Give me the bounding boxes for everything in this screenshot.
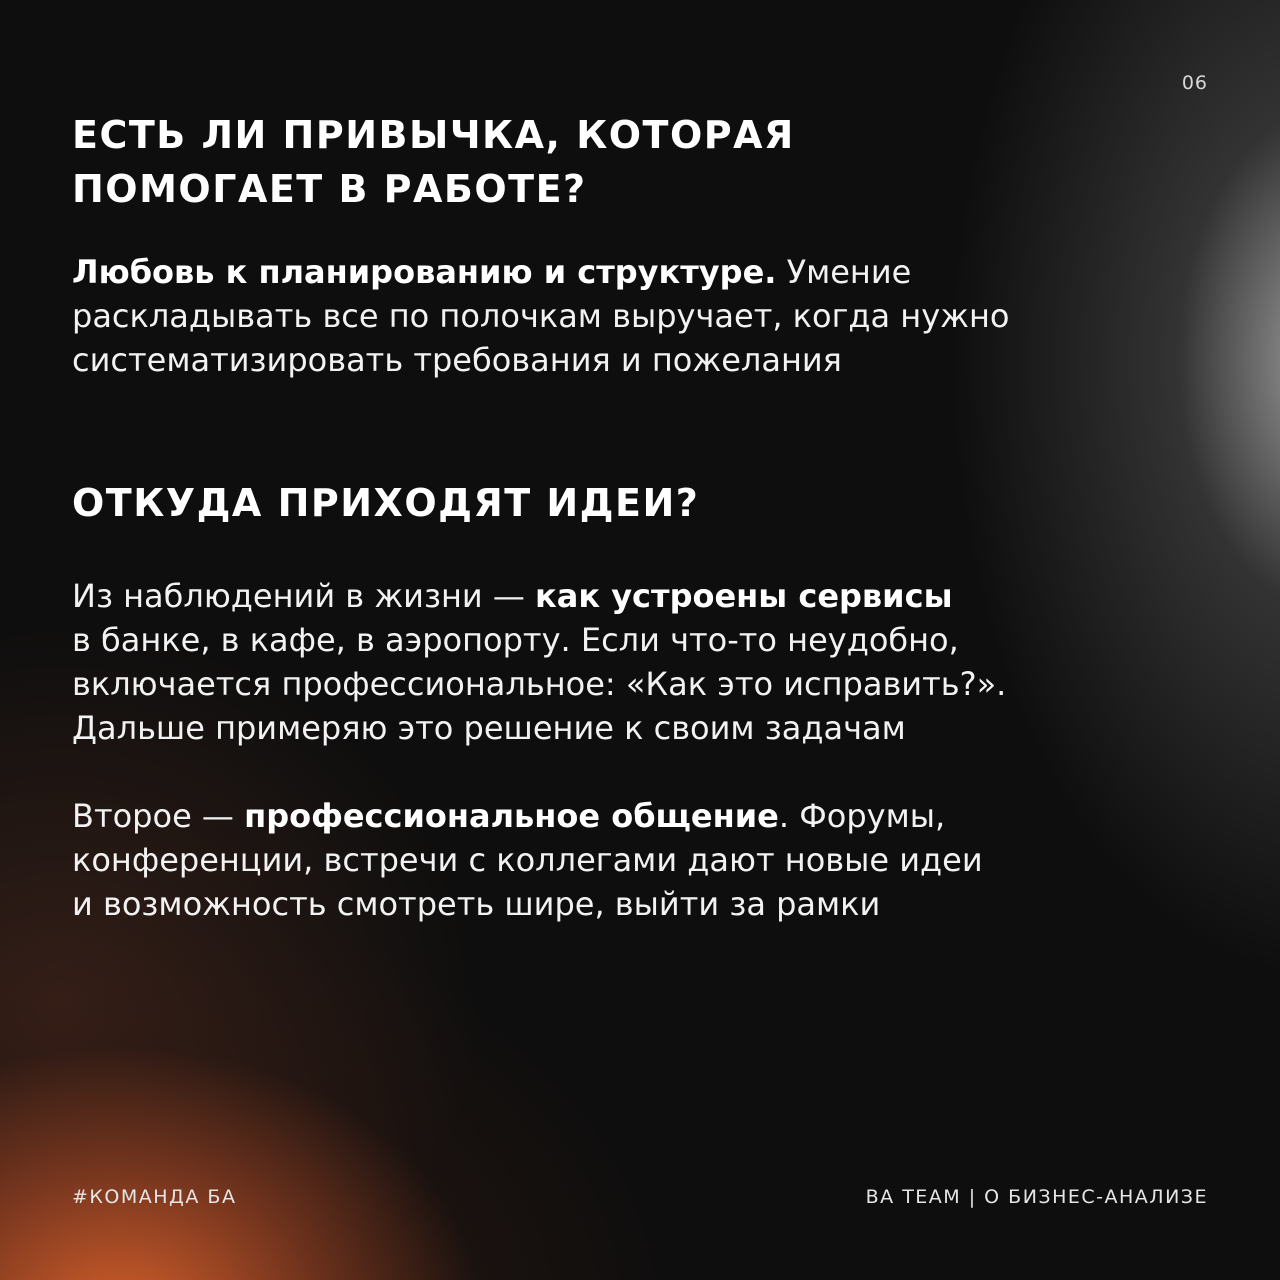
text-run: Дальше примеряю это решение к своим задачам (72, 709, 906, 747)
text-run: конференции, встречи с коллегами дают новые идеи (72, 841, 983, 879)
habit-paragraph (72, 250, 1212, 382)
footer-brand: BA TEAM | О БИЗНЕС-АНАЛИЗЕ (865, 1186, 1208, 1208)
text-run: . Форумы, (778, 797, 946, 835)
text-run: систематизировать требования и пожелания (72, 341, 842, 379)
text-run: включается профессиональное: «Как это исправить?». (72, 665, 1007, 703)
text-run: Из наблюдений в жизни — (72, 577, 536, 615)
text-run: Второе — (72, 797, 245, 835)
bold-phrase: профессиональное общение (244, 797, 779, 835)
text-run: и возможность смотреть шире, выйти за рамки (72, 885, 881, 923)
bold-phrase: Любовь к планированию и структуре. (72, 253, 777, 291)
section-heading-habit (72, 108, 972, 216)
bold-phrase: как устроены сервисы (535, 577, 953, 615)
heading-line: ПОМОГАЕТ В РАБОТЕ? (72, 167, 587, 211)
text-run: раскладывать все по полочкам выручает, когда нужно (72, 297, 1010, 335)
ideas-paragraph-observations (72, 574, 1212, 750)
text-run: Умение (776, 253, 912, 291)
footer-hashtag: #КОМАНДА БА (72, 1186, 237, 1208)
heading-line: ЕСТЬ ЛИ ПРИВЫЧКА, КОТОРАЯ (72, 113, 795, 157)
page-number: 06 (1181, 72, 1208, 94)
text-run: в банке, в кафе, в аэропорту. Если что-то неудобно, (72, 621, 959, 659)
ideas-paragraph-communication (72, 794, 1212, 926)
section-heading-ideas: ОТКУДА ПРИХОДЯТ ИДЕИ? (72, 481, 700, 525)
